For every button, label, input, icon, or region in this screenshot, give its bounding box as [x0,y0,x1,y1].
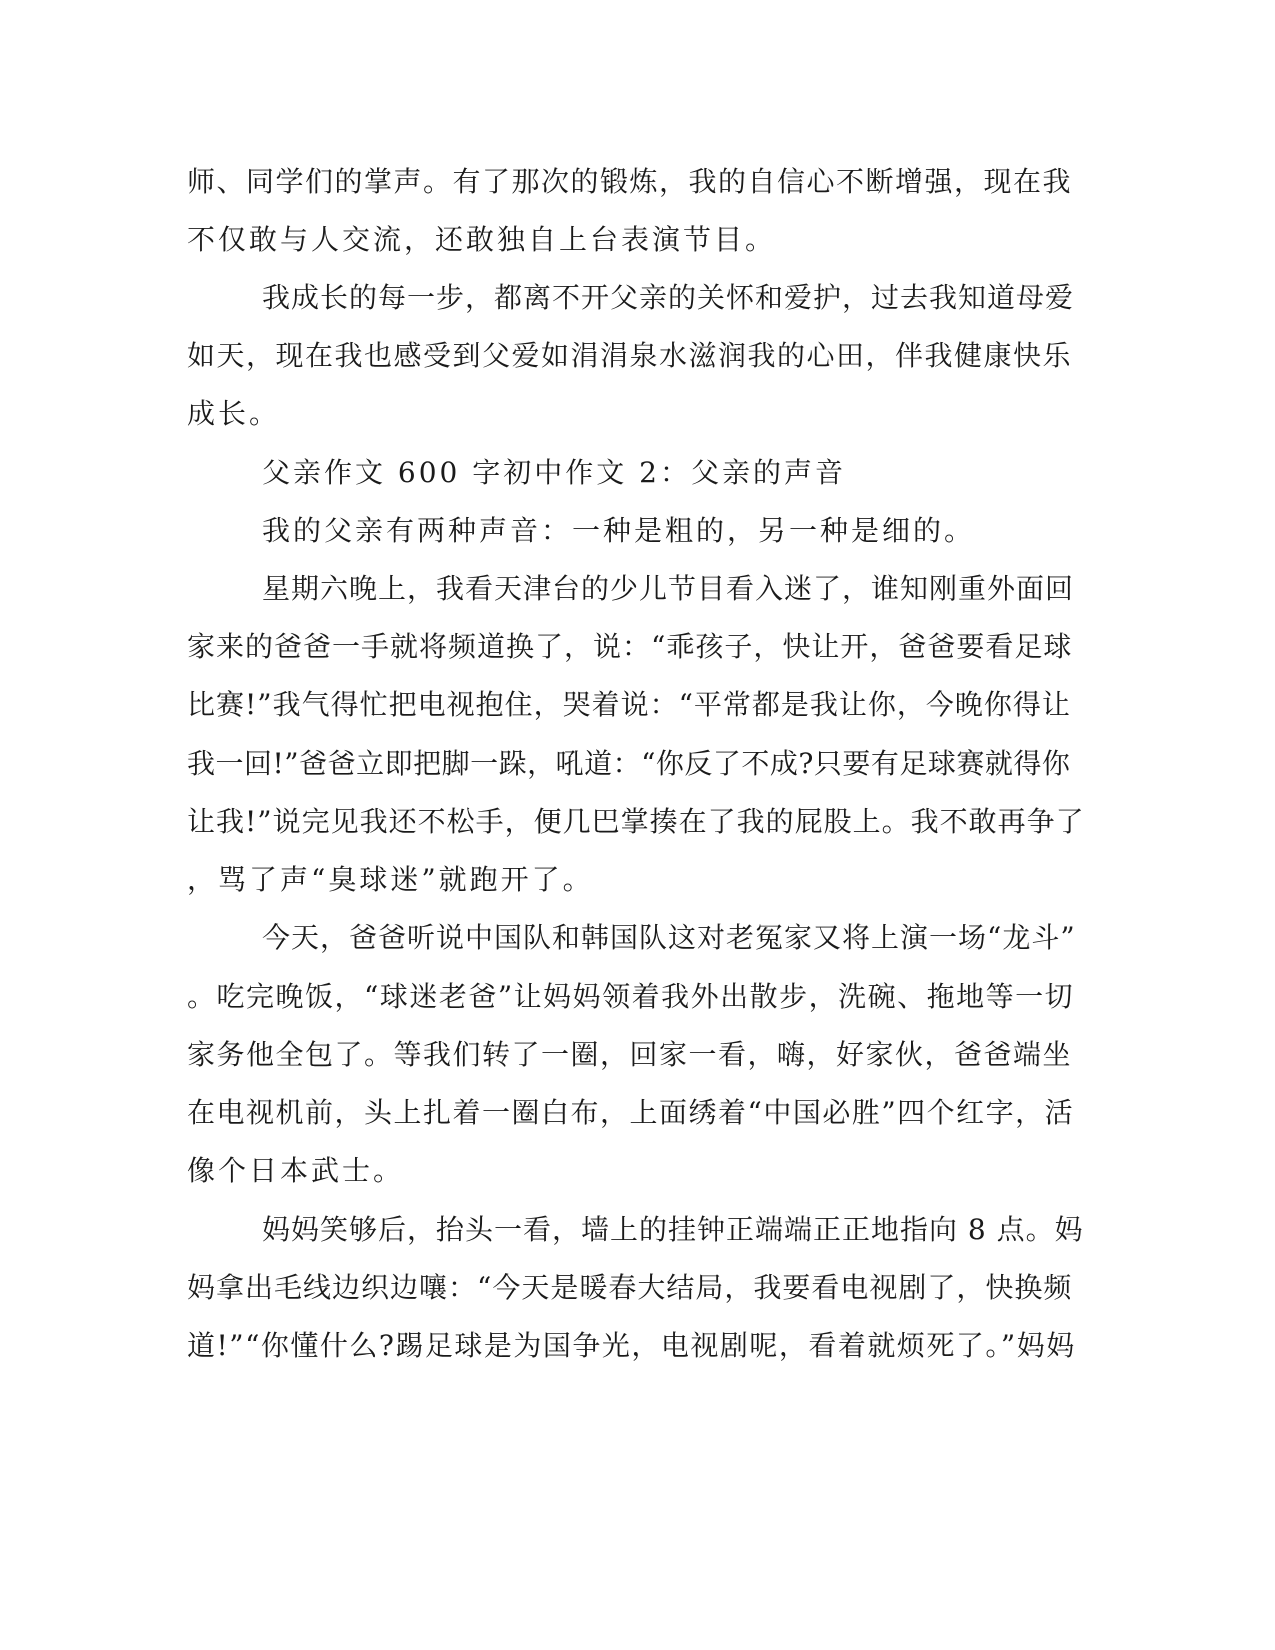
text-line: 。吃完晚饭，“球迷老爸”让妈妈领着我外出散步，洗碗、拖地等一切 [187,980,1075,1013]
paragraph-first-line: 我的父亲有两种声音：一种是粗的，另一种是细的。 [262,514,976,547]
text-line: 家务他全包了。等我们转了一圈，回家一看，嗨，好家伙，爸爸端坐 [187,1038,1073,1071]
paragraph-first-line: 星期六晚上，我看天津台的少儿节目看入迷了，谁知刚重外面回 [262,572,1075,605]
text-line: 师、同学们的掌声。有了那次的锻炼，我的自信心不断增强，现在我 [187,165,1073,198]
text-line: 让我!”说完见我还不松手，便几巴掌揍在了我的屁股上。我不敢再争了 [187,805,1085,838]
text-line: ，骂了声“臭球迷”就跑开了。 [187,863,594,896]
text-line: 成长。 [187,397,281,430]
text-line: 在电视机前，头上扎着一圈白布，上面绣着“中国必胜”四个红字，活 [187,1096,1075,1129]
paragraph-first-line: 妈妈笑够后，抬头一看，墙上的挂钟正端端正正地指向 8 点。妈 [262,1213,1084,1246]
text-line: 比赛!”我气得忙把电视抱住，哭着说：“平常都是我让你，今晚你得让 [187,688,1071,721]
text-line: 像个日本武士。 [187,1154,405,1187]
section-heading: 父亲作文 600 字初中作文 2：父亲的声音 [262,456,846,489]
paragraph-first-line: 今天，爸爸听说中国队和韩国队这对老冤家又将上演一场“龙斗” [262,921,1076,954]
text-line: 不仅敢与人交流，还敢独自上台表演节目。 [187,223,777,256]
paragraph-first-line: 我成长的每一步，都离不开父亲的关怀和爱护，过去我知道母爱 [262,281,1075,314]
text-line: 家来的爸爸一手就将频道换了，说：“乖孩子，快让开，爸爸要看足球 [187,630,1073,663]
text-line: 我一回!”爸爸立即把脚一跺，吼道：“你反了不成?只要有足球赛就得你 [187,747,1071,780]
text-line: 道!”“你懂什么?踢足球是为国争光，电视剧呢，看着就烦死了。”妈妈 [187,1329,1076,1362]
text-line: 如天，现在我也感受到父爱如涓涓泉水滋润我的心田，伴我健康快乐 [187,339,1073,372]
text-line: 妈拿出毛线边织边嚷：“今天是暖春大结局，我要看电视剧了，快换频 [187,1271,1073,1304]
